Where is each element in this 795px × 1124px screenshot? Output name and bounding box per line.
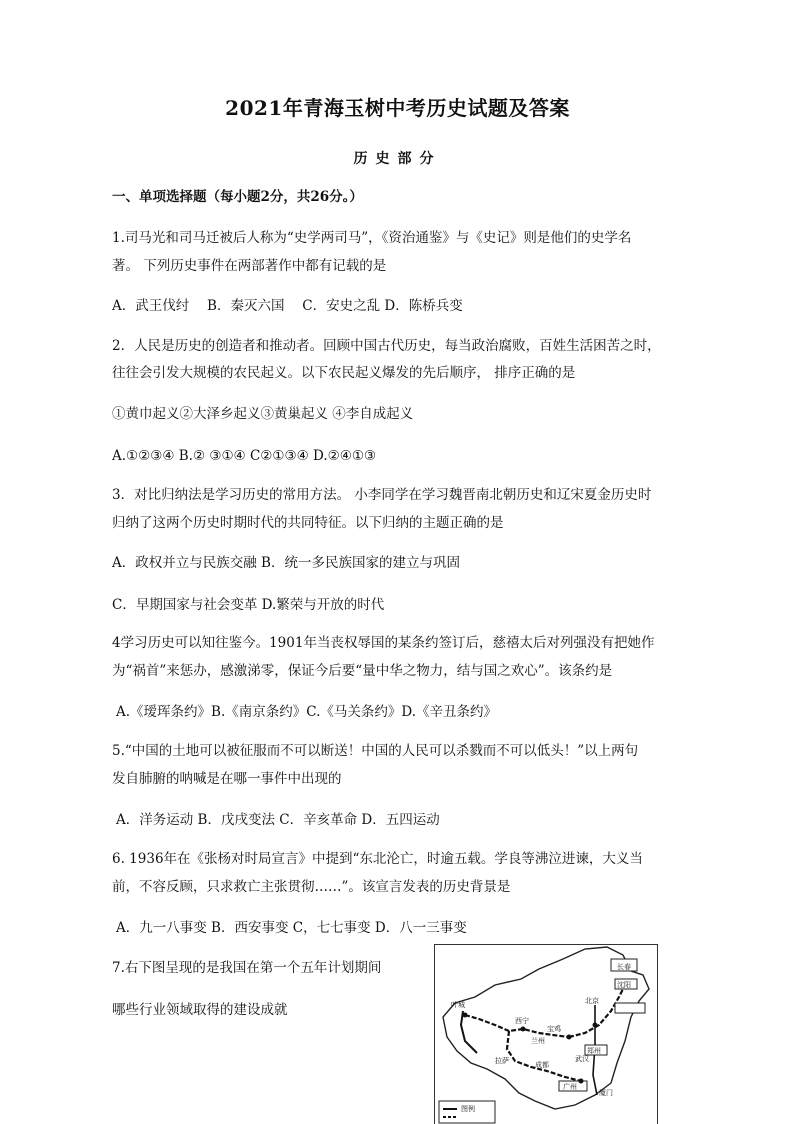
question-5-options: A．洋务运动 B．戊戌变法 C．辛亥革命 D．五四运动 — [116, 812, 440, 828]
question-3-line-1: 3．对比归纳法是学习历史的常用方法。 小李同学在学习魏晋南北朝历史和辽宋夏金历史时 — [112, 487, 652, 503]
question-4-line-2: 为“祸首”来惩办，感激涕零，保证今后要“量中华之物力，结与国之欢心”。该条约是 — [112, 663, 613, 679]
city-marker — [567, 1035, 572, 1040]
question-2-options: A.①②③④ B.② ③①④ C②①③④ D.②④①③ — [112, 448, 377, 464]
map-label: 郑州 — [587, 1047, 601, 1055]
question-3-options-ab: A．政权并立与民族交融 B．统一多民族国家的建立与巩固 — [112, 555, 460, 571]
question-7-line-1: 7.右下图呈现的是我国在第一个五年计划期间 — [112, 960, 382, 976]
city-marker — [521, 1027, 526, 1032]
question-4-line-1: 4学习历史可以知往鉴今。1901年当丧权辱国的某条约签订后，慈禧太后对列强没有把她作 — [112, 635, 655, 651]
question-6-line-1: 6. 1936年在《张杨对时局宣言》中提到“东北沦亡，时逾五载。学良等沸泣进谏，大义当 — [112, 851, 643, 867]
question-1-line-1: 1.司马光和司马迁被后人称为“史学两司马”，《资治通鉴》与《史记》则是他们的史学名 — [112, 230, 632, 246]
section-subtitle: 历史部分 — [353, 151, 442, 167]
map-label: 北京 — [585, 997, 599, 1005]
question-2-line-2: 往往会引发大规模的农民起义。以下农民起义爆发的先后顺序， 排序正确的是 — [112, 365, 576, 381]
question-1-line-2: 著。 下列历史事件在两部著作中都有记载的是 — [112, 258, 387, 274]
city-marker — [463, 1013, 468, 1018]
map-label: 广州 — [563, 1083, 577, 1091]
question-5-line-1: 5.“中国的土地可以被征服而不可以断送！中国的人民可以杀戮而不可以低头！”以上两句 — [112, 743, 639, 759]
map-label: 沈阳 — [617, 981, 631, 989]
question-2-line-1: 2．人民是历史的创造者和推动者。回顾中国古代历史，每当政治腐败，百姓生活困苦之时， — [112, 338, 661, 354]
map-label: 宝鸡 — [547, 1025, 561, 1033]
map-label: 拉萨 — [495, 1057, 509, 1065]
legend-label: 图例 — [461, 1105, 475, 1113]
project-box — [615, 1003, 645, 1013]
map-label: 武汉 — [575, 1055, 589, 1063]
map-label: 厦门 — [599, 1089, 613, 1097]
map-label: 长春 — [617, 963, 631, 971]
map-label: 叶城 — [451, 1001, 465, 1009]
question-3-line-2: 归纳了这两个历史时期时代的共同特征。以下归纳的主题正确的是 — [112, 515, 504, 531]
china-map-illustration — [435, 945, 657, 1124]
question-6-options: A．九一八事变 B．西安事变 C，七七事变 D．八一三事变 — [116, 920, 467, 936]
question-2-items: ①黄巾起义②大泽乡起义③黄巢起义 ④李自成起义 — [112, 406, 414, 422]
city-marker — [593, 1023, 598, 1028]
map-label: 成都 — [535, 1061, 549, 1069]
city-marker — [579, 1079, 584, 1084]
question-7-line-2: 哪些行业领域取得的建设成就 — [112, 1002, 288, 1018]
five-year-plan-map — [434, 944, 658, 1124]
map-label: 西宁 — [515, 1017, 529, 1025]
question-1-options: A．武王伐纣 B．秦灭六国 C．安史之乱 D．陈桥兵变 — [112, 298, 463, 314]
section-heading: 一、单项选择题（每小题2分，共26分。） — [112, 189, 363, 205]
question-6-line-2: 前，不容反顾，只求救亡主张贯彻……”。该宣言发表的历史背景是 — [112, 879, 511, 895]
question-4-options: A.《瑷珲条约》B.《南京条约》C.《马关条约》D.《辛丑条约》 — [116, 704, 498, 720]
question-3-options-cd: C．早期国家与社会变革 D.繁荣与开放的时代 — [112, 597, 385, 613]
document-title: 2021年青海玉树中考历史试题及答案 — [225, 96, 570, 120]
map-label: 兰州 — [531, 1037, 545, 1045]
question-5-line-2: 发自肺腑的呐喊是在哪一事件中出现的 — [112, 771, 342, 787]
